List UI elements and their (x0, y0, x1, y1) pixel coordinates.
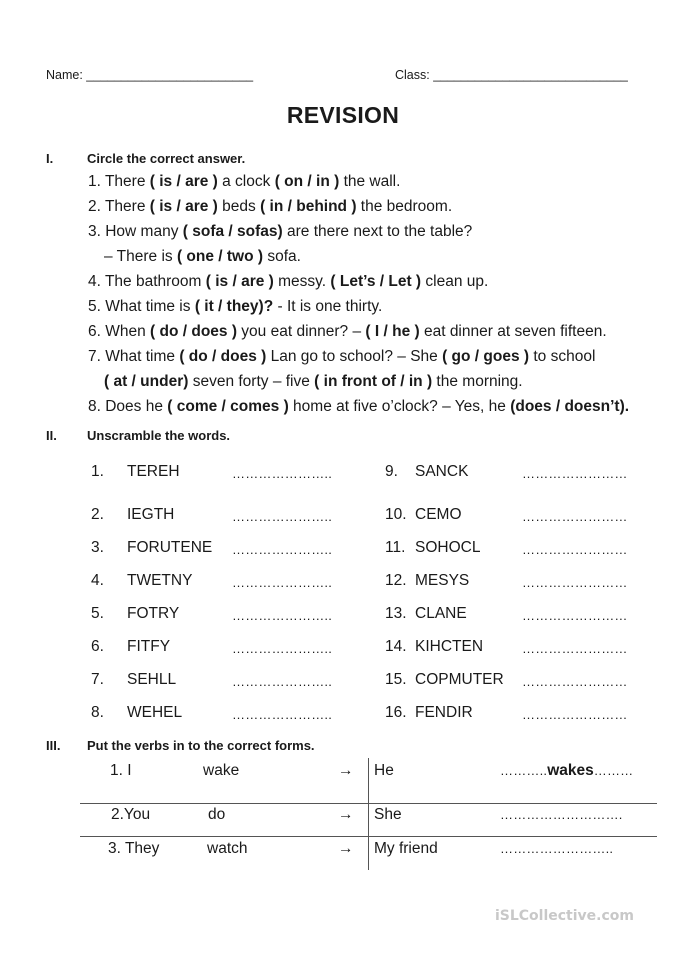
scrambled-word: SOHOCL (415, 539, 481, 556)
answer-choice[interactable]: ( I / he ) (365, 323, 420, 340)
question-text: the bedroom. (356, 198, 453, 215)
arrow-icon: → (338, 840, 354, 857)
answer-blank[interactable]: ………………….. (232, 608, 333, 623)
answer-blank[interactable]: ………………….. (232, 466, 333, 481)
item-number: 7. (91, 671, 104, 688)
verb-base: wake (203, 762, 240, 779)
scrambled-word: CLANE (415, 605, 467, 622)
answer-choice[interactable]: ( it / they)? (194, 298, 274, 315)
question-text: 8. Does he (88, 398, 168, 415)
question-text: – There is (104, 248, 177, 265)
answer-blank[interactable]: …………………… (522, 608, 628, 623)
item-number: 5. (91, 605, 104, 622)
answer-blank[interactable]: …………………… (522, 674, 628, 689)
answer-choice[interactable]: (does / doesn’t). (510, 398, 630, 415)
item-number: 2. (91, 506, 104, 523)
question-text: a clock (217, 173, 275, 190)
answer-choice[interactable]: ( in / behind ) (260, 198, 357, 215)
scrambled-word: MESYS (415, 572, 470, 589)
arrow-icon: → (338, 762, 354, 779)
answer-blank[interactable] (500, 840, 613, 858)
verb-base: do (208, 806, 226, 823)
question-text: 2. There (88, 198, 150, 215)
page-title: REVISION (286, 102, 400, 128)
scrambled-word: FENDIR (415, 704, 473, 721)
question-text: 5. What time is (88, 298, 195, 315)
question-text: home at five o’clock? – Yes, he (288, 398, 511, 415)
question-text: 3. How many (88, 223, 183, 240)
question-text: 6. When (88, 323, 151, 340)
answer-blank[interactable]: …………………… (522, 466, 628, 481)
question-line (104, 248, 301, 266)
scrambled-word: CEMO (415, 506, 462, 523)
item-number: 11. (385, 539, 406, 556)
question-line (88, 348, 595, 366)
question-text: - It is one thirty. (273, 298, 383, 315)
scrambled-word: SANCK (415, 463, 469, 480)
name-field[interactable]: Name: ________________________ (46, 68, 254, 82)
table-column-divider (368, 758, 369, 870)
scrambled-word: SEHLL (127, 671, 177, 688)
question-text: eat dinner at seven fifteen. (419, 323, 607, 340)
item-number: 12. (385, 572, 407, 589)
question-line (88, 398, 629, 416)
scrambled-word: FOTRY (127, 605, 180, 622)
scrambled-word: COPMUTER (415, 671, 504, 688)
answer-choice[interactable]: ( do / does ) (179, 348, 267, 365)
question-line (88, 273, 488, 291)
answer-blank[interactable]: ………………….. (232, 674, 333, 689)
item-number: 9. (385, 463, 398, 480)
answer-choice[interactable]: ( is / are ) (149, 173, 218, 190)
section-2-number: II. (46, 428, 57, 443)
scrambled-word: TEREH (127, 463, 180, 480)
subject-label: 2.You (111, 806, 151, 823)
target-subject: He (374, 762, 394, 779)
scrambled-word: WEHEL (127, 704, 183, 721)
question-line (88, 323, 607, 341)
answer-blank[interactable]: …………………… (522, 641, 628, 656)
question-text: Lan go to school? – She (266, 348, 443, 365)
item-number: 13. (385, 605, 407, 622)
answer-dots: …………………….. (500, 841, 614, 856)
question-text: you eat dinner? – (237, 323, 366, 340)
answer-blank[interactable]: ………………….. (232, 509, 333, 524)
item-number: 6. (91, 638, 104, 655)
target-subject: She (374, 806, 402, 823)
target-subject: My friend (374, 840, 438, 857)
arrow-icon: → (338, 806, 354, 823)
example-answer: wakes (547, 762, 594, 779)
answer-blank[interactable]: …………………… (522, 542, 628, 557)
question-line (88, 173, 400, 191)
answer-blank[interactable]: …………………… (522, 707, 628, 722)
answer-blank[interactable]: ………………….. (232, 707, 333, 722)
question-text: beds (217, 198, 261, 215)
item-number: 16. (385, 704, 407, 721)
answer-choice[interactable]: ( at / under) (104, 373, 189, 390)
item-number: 10. (385, 506, 407, 523)
item-number: 15. (385, 671, 407, 688)
section-3-title: Put the verbs in to the correct forms. (87, 738, 315, 753)
question-text: 4. The bathroom (88, 273, 206, 290)
section-1-title: Circle the correct answer. (87, 151, 246, 166)
answer-choice[interactable]: ( is / are ) (149, 198, 218, 215)
scrambled-word: IEGTH (127, 506, 175, 523)
question-text: clean up. (421, 273, 489, 290)
class-field[interactable]: Class: ____________________________ (395, 68, 628, 82)
question-line (88, 223, 472, 241)
question-line (88, 298, 382, 316)
question-text: 7. What time (88, 348, 180, 365)
answer-choice[interactable]: ( do / does ) (150, 323, 237, 340)
question-text: messy. (273, 273, 331, 290)
item-number: 1. (91, 463, 104, 480)
answer-blank[interactable]: ………………….. (232, 641, 333, 656)
answer-blank[interactable]: …………………… (522, 575, 628, 590)
question-text: to school (529, 348, 596, 365)
question-line (88, 198, 452, 216)
subject-label: 1. I (110, 762, 132, 779)
question-text: 1. There (88, 173, 150, 190)
section-2-title: Unscramble the words. (87, 428, 231, 443)
answer-choice[interactable]: ( in front of / in ) (314, 373, 433, 390)
question-text: the wall. (339, 173, 401, 190)
answer-dots: ……….. (500, 763, 548, 778)
question-text: sofa. (263, 248, 301, 265)
answer-dots: ……… (593, 763, 634, 778)
question-text: the morning. (432, 373, 523, 390)
answer-blank[interactable]: …………………… (522, 509, 628, 524)
answer-choice[interactable]: ( one / two ) (176, 248, 264, 265)
subject-label: 3. They (108, 840, 160, 857)
scrambled-word: TWETNY (127, 572, 193, 589)
answer-choice[interactable]: ( on / in ) (274, 173, 340, 190)
answer-blank[interactable] (500, 806, 623, 824)
answer-choice[interactable]: ( Let’s / Let ) (330, 273, 422, 290)
section-1-number: I. (46, 151, 54, 166)
question-line (104, 373, 523, 391)
answer-choice[interactable]: ( come / comes ) (167, 398, 289, 415)
item-number: 3. (91, 539, 104, 556)
answer-blank[interactable] (500, 762, 633, 780)
answer-choice[interactable]: ( sofa / sofas) (182, 223, 283, 240)
answer-choice[interactable]: ( go / goes ) (442, 348, 530, 365)
item-number: 14. (385, 638, 407, 655)
section-3-number: III. (46, 738, 61, 753)
verb-base: watch (207, 840, 248, 857)
item-number: 8. (91, 704, 104, 721)
question-text: seven forty – five (188, 373, 315, 390)
scrambled-word: FORUTENE (127, 539, 213, 556)
answer-blank[interactable]: ………………….. (232, 542, 333, 557)
scrambled-word: KIHCTEN (415, 638, 484, 655)
scrambled-word: FITFY (127, 638, 171, 655)
answer-choice[interactable]: ( is / are ) (205, 273, 274, 290)
answer-blank[interactable]: ………………….. (232, 575, 333, 590)
watermark: iSLCollective.com (494, 908, 634, 924)
answer-dots: ………………………. (500, 807, 623, 822)
question-text: are there next to the table? (282, 223, 473, 240)
item-number: 4. (91, 572, 104, 589)
